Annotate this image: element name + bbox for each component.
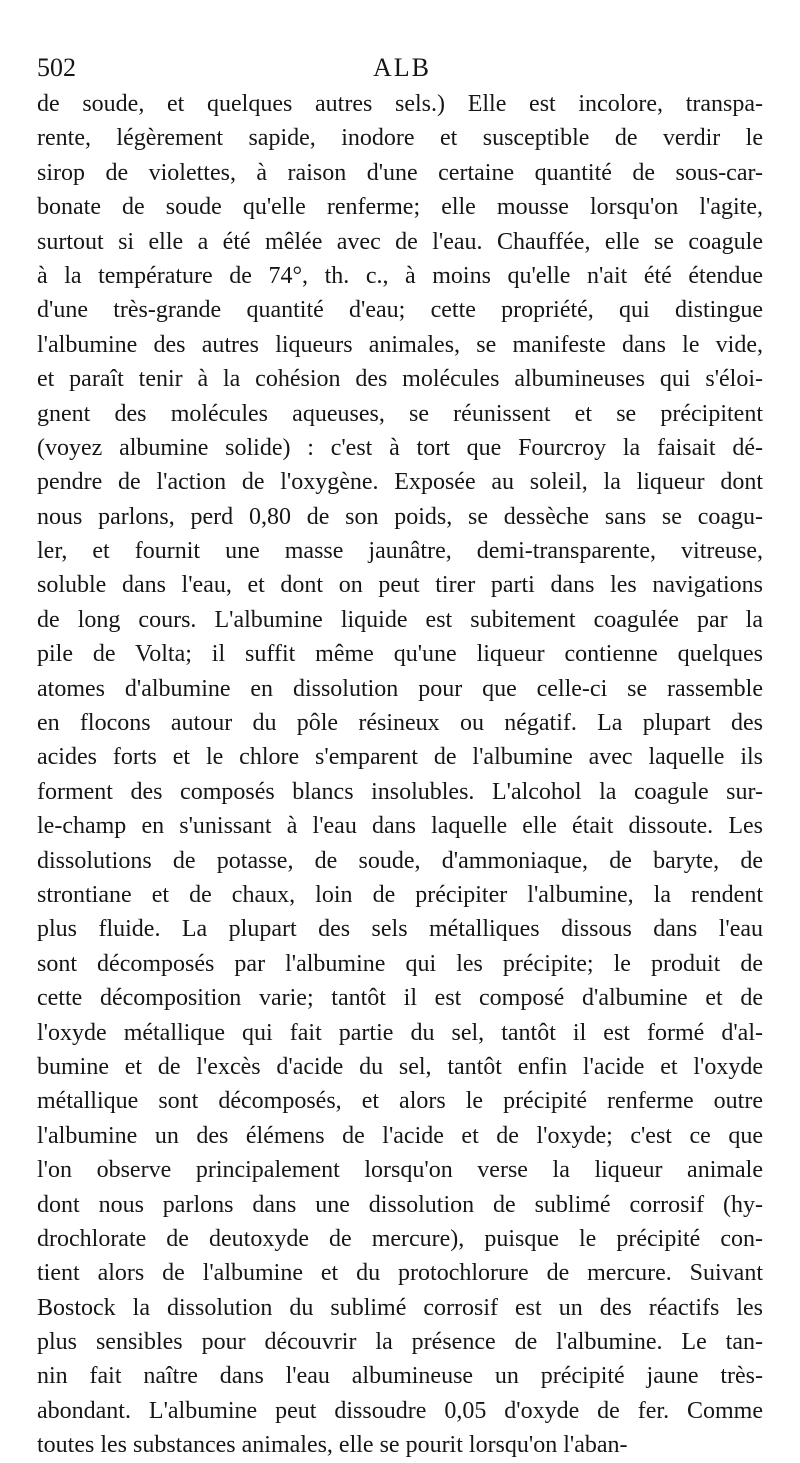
text-line: bonate de soude qu'elle renferme; elle mousse lorsqu'on l'agite, <box>37 194 763 221</box>
text-line: l'oxyde métallique qui fait partie du sel, tantôt il est formé d'al- <box>37 1019 763 1046</box>
text-line: plus sensibles pour découvrir la présence de l'albumine. Le tan- <box>37 1329 763 1356</box>
text-line: bumine et de l'excès d'acide du sel, tantôt enfin l'acide et l'oxyde <box>37 1053 763 1080</box>
text-line: pendre de l'action de l'oxygène. Exposée au soleil, la liqueur dont <box>37 469 763 496</box>
text-line: dont nous parlons dans une dissolution de sublimé corrosif (hy- <box>37 1191 763 1218</box>
text-line: drochlorate de deutoxyde de mercure), puisque le précipité con- <box>37 1225 763 1252</box>
text-line: nin fait naître dans l'eau albumineuse un précipité jaune très- <box>37 1363 763 1390</box>
text-line: rente, légèrement sapide, inodore et susceptible de verdir le <box>37 125 763 152</box>
text-line: l'on observe principalement lorsqu'on verse la liqueur animale <box>37 1157 763 1184</box>
text-line: sirop de violettes, à raison d'une certaine quantité de sous-car- <box>37 159 763 186</box>
text-line: strontiane et de chaux, loin de précipiter l'albumine, la rendent <box>37 881 763 908</box>
text-line: et paraît tenir à la cohésion des molécules albumineuses qui s'éloi- <box>37 366 763 393</box>
text-line: métallique sont décomposés, et alors le précipité renferme outre <box>37 1088 763 1115</box>
text-line: atomes d'albumine en dissolution pour que celle-ci se rassemble <box>37 675 763 702</box>
text-line: plus fluide. La plupart des sels métalliques dissous dans l'eau <box>37 916 763 943</box>
text-line: sont décomposés par l'albumine qui les précipite; le produit de <box>37 950 763 977</box>
text-line: à la température de 74°, th. c., à moins qu'elle n'ait été étendue <box>37 262 763 289</box>
text-line: forment des composés blancs insolubles. L'alcohol la coagule sur- <box>37 778 763 805</box>
text-line: le-champ en s'unissant à l'eau dans laquelle elle était dissoute. Les <box>37 813 763 840</box>
text-line: l'albumine un des élémens de l'acide et de l'oxyde; c'est ce que <box>37 1122 763 1149</box>
text-line: toutes les substances animales, elle se pourit lorsqu'on l'aban- <box>37 1432 628 1459</box>
text-line: gnent des molécules aqueuses, se réunissent et se précipitent <box>37 400 763 427</box>
text-line: en flocons autour du pôle résineux ou négatif. La plupart des <box>37 710 763 737</box>
running-head: ALB <box>373 53 431 82</box>
text-line: soluble dans l'eau, et dont on peut tirer parti dans les navigations <box>37 572 763 599</box>
text-line: cette décomposition varie; tantôt il est composé d'albumine et de <box>37 985 763 1012</box>
text-line: Bostock la dissolution du sublimé corrosif est un des réactifs les <box>37 1294 763 1321</box>
text-line: dissolutions de potasse, de soude, d'ammoniaque, de baryte, de <box>37 847 763 874</box>
text-line: l'albumine des autres liqueurs animales, se manifeste dans le vide, <box>37 331 763 358</box>
text-line: surtout si elle a été mêlée avec de l'eau. Chauffée, elle se coagule <box>37 228 763 255</box>
text-line: abondant. L'albumine peut dissoudre 0,05 d'oxyde de fer. Comme <box>37 1397 763 1424</box>
text-line: de soude, et quelques autres sels.) Elle est incolore, transpa- <box>37 91 763 117</box>
text-line: tient alors de l'albumine et du protochlorure de mercure. Suivant <box>37 1260 763 1287</box>
page-header <box>37 48 767 88</box>
page-number: 502 <box>37 53 76 82</box>
text-line: d'une très-grande quantité d'eau; cette propriété, qui distingue <box>37 297 763 324</box>
text-line: ler, et fournit une masse jaunâtre, demi-transparente, vitreuse, <box>37 538 763 565</box>
text-line: pile de Volta; il suffit même qu'une liqueur contienne quelques <box>37 641 763 668</box>
text-line: acides forts et le chlore s'emparent de l'albumine avec laquelle ils <box>37 744 763 771</box>
text-line: de long cours. L'albumine liquide est subitement coagulée par la <box>37 606 763 633</box>
body-text <box>37 87 763 1463</box>
text-line: nous parlons, perd 0,80 de son poids, se dessèche sans se coagu- <box>37 503 763 530</box>
text-line: (voyez albumine solide) : c'est à tort que Fourcroy la faisait dé- <box>37 434 763 461</box>
